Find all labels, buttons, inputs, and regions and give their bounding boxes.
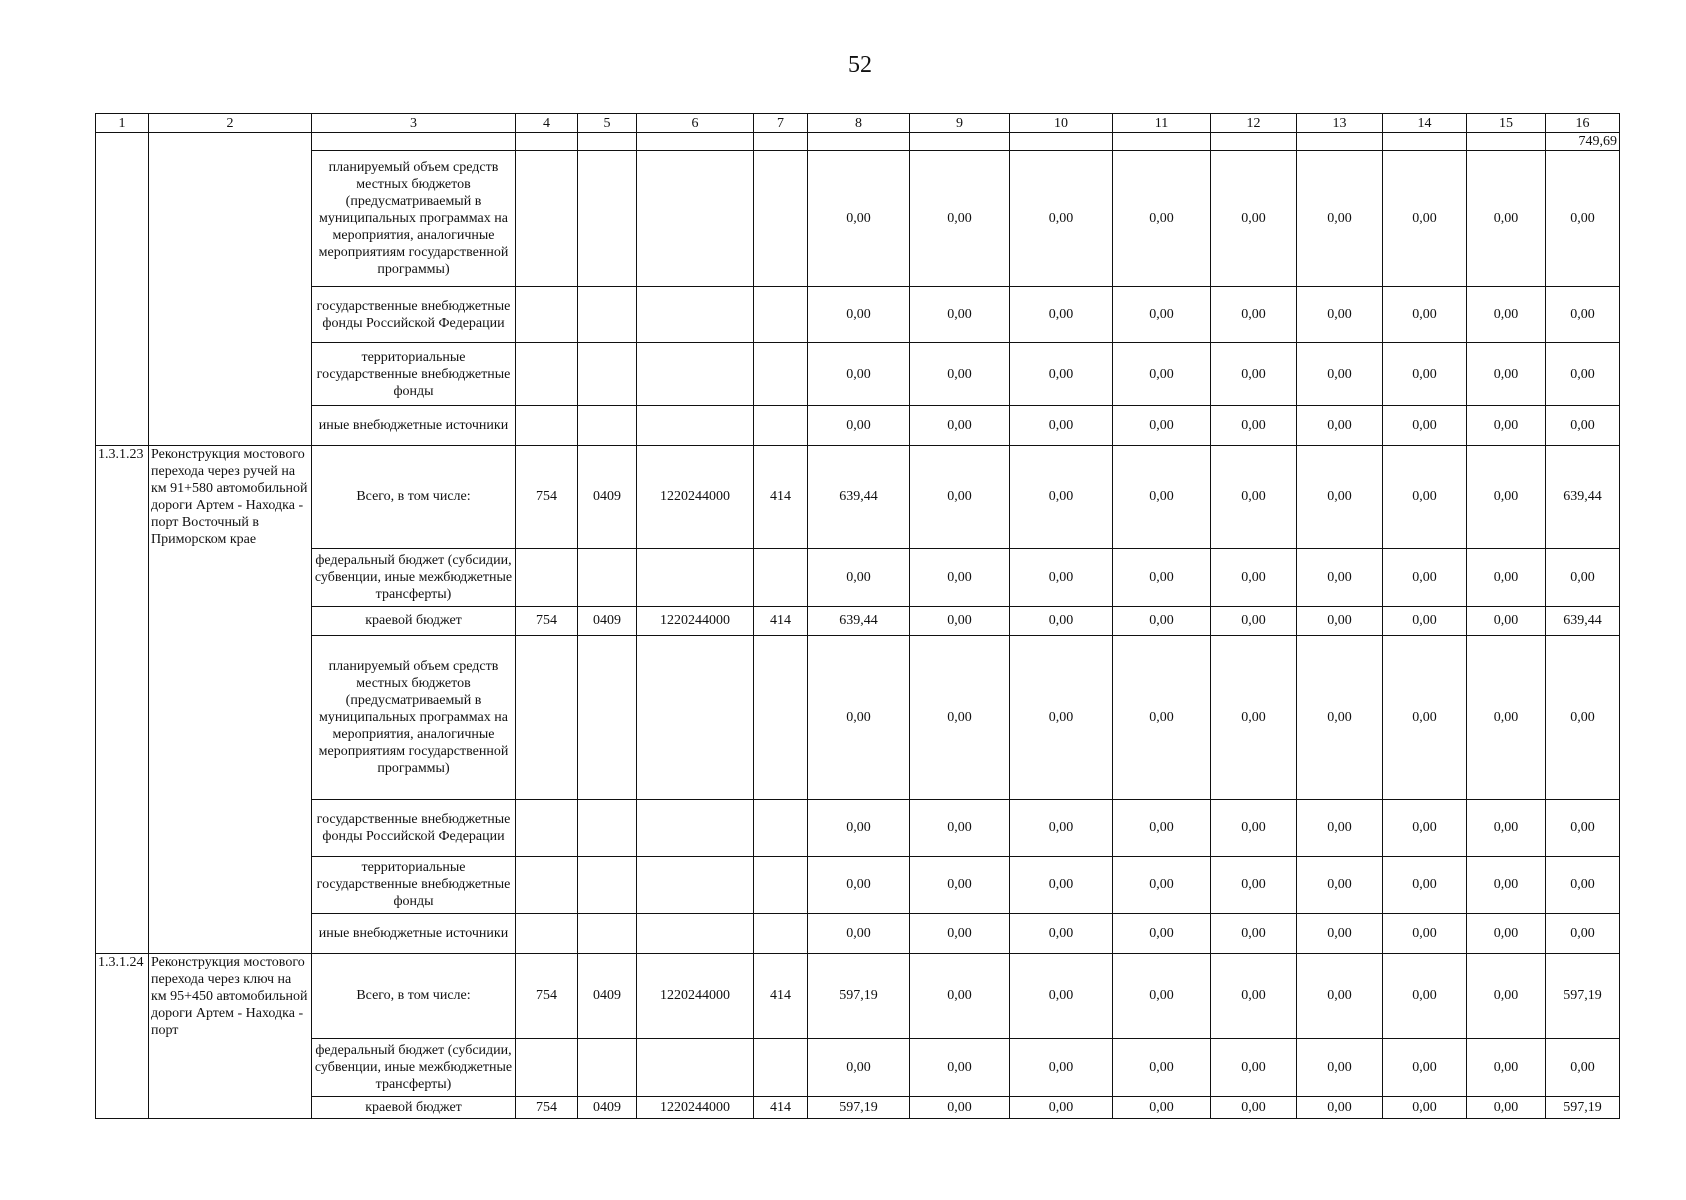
budget-code-cell: 1220244000	[637, 1097, 754, 1119]
column-header: 11	[1113, 114, 1211, 133]
column-header: 9	[910, 114, 1010, 133]
budget-code-cell: 754	[516, 1097, 578, 1119]
item-name-cell	[149, 856, 312, 913]
funding-source: федеральный бюджет (субсидии, субвенции, иные межбюджетные трансферты)	[312, 1039, 516, 1097]
amount-cell: 0,00	[1383, 287, 1467, 343]
amount-cell: 0,00	[1546, 635, 1620, 799]
budget-code-cell: 414	[754, 1097, 808, 1119]
table-row	[96, 406, 1620, 446]
amount-cell: 0,00	[1467, 856, 1546, 913]
column-header: 12	[1211, 114, 1297, 133]
amount-cell: 0,00	[1211, 913, 1297, 953]
budget-code-cell	[637, 548, 754, 606]
column-header: 1	[96, 114, 149, 133]
budget-code-cell: 0409	[578, 606, 637, 635]
amount-cell: 0,00	[1297, 913, 1383, 953]
amount-cell: 0,00	[1546, 151, 1620, 287]
amount-cell: 0,00	[910, 287, 1010, 343]
funding-source: планируемый объем средств местных бюджетов (предусматриваемый в муниципальных программах на мероприятия, аналогичные мероприятиям государственной программы)	[312, 151, 516, 287]
amount-cell: 639,44	[1546, 606, 1620, 635]
amount-cell: 0,00	[1467, 799, 1546, 856]
amount-cell: 0,00	[910, 406, 1010, 446]
amount-cell: 0,00	[1113, 1097, 1211, 1119]
amount-cell: 0,00	[910, 343, 1010, 406]
amount-cell: 0,00	[1297, 151, 1383, 287]
budget-code-cell	[754, 548, 808, 606]
budget-code-cell: 1220244000	[637, 446, 754, 549]
amount-cell: 0,00	[1297, 1039, 1383, 1097]
amount-cell: 0,00	[1211, 799, 1297, 856]
amount-cell: 639,44	[1546, 446, 1620, 549]
column-header: 2	[149, 114, 312, 133]
amount-cell: 0,00	[1211, 287, 1297, 343]
amount-cell: 0,00	[1546, 548, 1620, 606]
budget-code-cell	[637, 856, 754, 913]
amount-cell: 0,00	[1383, 953, 1467, 1039]
amount-cell: 0,00	[1297, 343, 1383, 406]
budget-code-cell	[754, 1039, 808, 1097]
amount-cell: 0,00	[1211, 635, 1297, 799]
amount-cell: 0,00	[1297, 856, 1383, 913]
amount-cell: 0,00	[1113, 856, 1211, 913]
budget-code-cell	[578, 913, 637, 953]
amount-cell: 0,00	[1383, 606, 1467, 635]
item-code-cell	[96, 1097, 149, 1119]
amount-cell: 0,00	[1467, 635, 1546, 799]
funding-source: иные внебюджетные источники	[312, 406, 516, 446]
table-row	[96, 856, 1620, 913]
table-body	[96, 114, 1620, 1119]
amount-cell: 0,00	[1546, 343, 1620, 406]
amount-cell: 0,00	[1211, 606, 1297, 635]
budget-code-cell	[637, 151, 754, 287]
amount-cell: 0,00	[808, 151, 910, 287]
item-code-cell	[96, 133, 149, 151]
table-row	[96, 1097, 1620, 1119]
amount-cell: 0,00	[910, 913, 1010, 953]
amount-cell: 0,00	[1010, 635, 1113, 799]
funding-source: Всего, в том числе:	[312, 953, 516, 1039]
budget-code-cell: 414	[754, 953, 808, 1039]
amount-cell: 0,00	[1297, 1097, 1383, 1119]
amount-cell: 0,00	[1383, 799, 1467, 856]
budget-code-cell: 414	[754, 446, 808, 549]
budget-code-cell	[578, 1039, 637, 1097]
budget-code-cell	[516, 635, 578, 799]
item-name-cell	[149, 406, 312, 446]
budget-code-cell	[754, 635, 808, 799]
budget-code-cell: 1220244000	[637, 953, 754, 1039]
amount-cell: 0,00	[1467, 606, 1546, 635]
budget-code-cell: 414	[754, 606, 808, 635]
carryover-value: 749,69	[1546, 133, 1620, 151]
budget-code-cell	[637, 287, 754, 343]
amount-cell: 0,00	[910, 548, 1010, 606]
column-header: 6	[637, 114, 754, 133]
amount-cell: 0,00	[1383, 548, 1467, 606]
amount-cell: 0,00	[1383, 343, 1467, 406]
budget-code-cell	[637, 799, 754, 856]
item-code-cell	[96, 913, 149, 953]
column-header: 4	[516, 114, 578, 133]
amount-cell: 0,00	[1383, 446, 1467, 549]
item-name-cell	[149, 1039, 312, 1097]
item-name-cell: Реконструкция мостового перехода через ключ на км 95+450 автомобильной дороги Артем - Находка - порт	[149, 953, 312, 1039]
item-name-cell	[149, 635, 312, 799]
amount-cell: 0,00	[1383, 406, 1467, 446]
budget-code-cell	[754, 856, 808, 913]
funding-source: планируемый объем средств местных бюджетов (предусматриваемый в муниципальных программах на мероприятия, аналогичные мероприятиям государственной программы)	[312, 635, 516, 799]
amount-cell: 0,00	[1113, 953, 1211, 1039]
amount-cell: 0,00	[1113, 406, 1211, 446]
item-name-cell	[149, 133, 312, 151]
table-row	[96, 913, 1620, 953]
budget-code-cell: 0409	[578, 446, 637, 549]
item-code-cell	[96, 799, 149, 856]
table-row	[96, 606, 1620, 635]
amount-cell: 0,00	[1467, 151, 1546, 287]
budget-code-cell	[578, 151, 637, 287]
budget-code-cell	[578, 287, 637, 343]
budget-code-cell	[516, 913, 578, 953]
amount-cell: 0,00	[1113, 1039, 1211, 1097]
amount-cell: 0,00	[1211, 856, 1297, 913]
item-code-cell	[96, 1039, 149, 1097]
amount-cell: 0,00	[1467, 953, 1546, 1039]
item-code-cell	[96, 343, 149, 406]
amount-cell: 0,00	[910, 856, 1010, 913]
budget-code-cell: 754	[516, 606, 578, 635]
amount-cell: 0,00	[1467, 406, 1546, 446]
item-name-cell	[149, 606, 312, 635]
budget-code-cell	[637, 635, 754, 799]
table-row	[96, 151, 1620, 287]
amount-cell: 0,00	[808, 856, 910, 913]
amount-cell: 0,00	[1010, 606, 1113, 635]
budget-code-cell: 754	[516, 446, 578, 549]
table-row	[96, 1039, 1620, 1097]
amount-cell: 0,00	[1546, 799, 1620, 856]
budget-code-cell	[754, 799, 808, 856]
amount-cell: 0,00	[1467, 287, 1546, 343]
column-header: 13	[1297, 114, 1383, 133]
funding-source: краевой бюджет	[312, 606, 516, 635]
budget-code-cell	[754, 913, 808, 953]
amount-cell: 0,00	[1211, 151, 1297, 287]
budget-code-cell	[637, 343, 754, 406]
table-row	[96, 953, 1620, 1039]
item-code-cell	[96, 856, 149, 913]
budget-code-cell	[754, 151, 808, 287]
amount-cell: 0,00	[910, 446, 1010, 549]
budget-code-cell: 0409	[578, 953, 637, 1039]
amount-cell: 0,00	[1297, 287, 1383, 343]
item-name-cell	[149, 548, 312, 606]
budget-table	[95, 113, 1620, 1119]
amount-cell: 0,00	[1010, 151, 1113, 287]
funding-source: территориальные государственные внебюджетные фонды	[312, 343, 516, 406]
table-row	[96, 287, 1620, 343]
amount-cell: 0,00	[910, 1039, 1010, 1097]
amount-cell: 0,00	[910, 1097, 1010, 1119]
amount-cell: 0,00	[1010, 406, 1113, 446]
amount-cell: 0,00	[1211, 1097, 1297, 1119]
funding-source: государственные внебюджетные фонды Российской Федерации	[312, 799, 516, 856]
table-row	[96, 446, 1620, 549]
funding-source: иные внебюджетные источники	[312, 913, 516, 953]
amount-cell: 0,00	[1113, 343, 1211, 406]
budget-code-cell	[754, 287, 808, 343]
item-name-cell: Реконструкция мостового перехода через ручей на км 91+580 автомобильной дороги Артем - Находка - порт Восточный в Приморском крае	[149, 446, 312, 549]
budget-code-cell: 1220244000	[637, 606, 754, 635]
amount-cell: 0,00	[1546, 913, 1620, 953]
item-code-cell: 1.3.1.23	[96, 446, 149, 549]
amount-cell: 0,00	[1113, 635, 1211, 799]
budget-code-cell	[516, 856, 578, 913]
budget-code-cell	[516, 406, 578, 446]
amount-cell: 0,00	[1467, 913, 1546, 953]
amount-cell: 0,00	[1467, 1039, 1546, 1097]
amount-cell: 0,00	[1113, 606, 1211, 635]
table-row	[96, 635, 1620, 799]
amount-cell: 0,00	[1546, 1039, 1620, 1097]
budget-code-cell	[516, 287, 578, 343]
budget-code-cell	[578, 406, 637, 446]
item-code-cell	[96, 151, 149, 287]
amount-cell: 0,00	[1010, 953, 1113, 1039]
amount-cell: 0,00	[1010, 913, 1113, 953]
budget-code-cell	[754, 343, 808, 406]
header-row	[96, 114, 1620, 133]
budget-code-cell	[578, 343, 637, 406]
amount-cell: 0,00	[1211, 446, 1297, 549]
amount-cell: 0,00	[1297, 446, 1383, 549]
item-name-cell	[149, 1097, 312, 1119]
budget-code-cell	[637, 1039, 754, 1097]
amount-cell: 0,00	[1113, 446, 1211, 549]
column-header: 14	[1383, 114, 1467, 133]
amount-cell: 0,00	[1113, 287, 1211, 343]
item-code-cell	[96, 548, 149, 606]
amount-cell: 0,00	[1211, 548, 1297, 606]
amount-cell: 0,00	[1010, 799, 1113, 856]
amount-cell: 0,00	[1383, 1097, 1467, 1119]
amount-cell: 0,00	[1113, 913, 1211, 953]
table-row	[96, 343, 1620, 406]
amount-cell: 0,00	[1010, 287, 1113, 343]
amount-cell: 0,00	[808, 548, 910, 606]
amount-cell: 0,00	[1010, 548, 1113, 606]
budget-code-cell	[516, 343, 578, 406]
amount-cell: 0,00	[1467, 446, 1546, 549]
amount-cell: 0,00	[1113, 548, 1211, 606]
funding-source: государственные внебюджетные фонды Российской Федерации	[312, 287, 516, 343]
amount-cell: 0,00	[1113, 799, 1211, 856]
table-row	[96, 799, 1620, 856]
amount-cell: 0,00	[1211, 406, 1297, 446]
amount-cell: 597,19	[1546, 953, 1620, 1039]
funding-source: Всего, в том числе:	[312, 446, 516, 549]
budget-code-cell	[578, 856, 637, 913]
amount-cell: 0,00	[1010, 1097, 1113, 1119]
amount-cell: 0,00	[1297, 799, 1383, 856]
budget-code-cell	[578, 799, 637, 856]
column-header: 5	[578, 114, 637, 133]
amount-cell: 0,00	[1467, 548, 1546, 606]
amount-cell: 0,00	[1297, 406, 1383, 446]
amount-cell: 0,00	[1467, 1097, 1546, 1119]
amount-cell: 597,19	[808, 1097, 910, 1119]
amount-cell: 0,00	[1211, 1039, 1297, 1097]
budget-code-cell	[578, 635, 637, 799]
amount-cell: 0,00	[1010, 446, 1113, 549]
budget-code-cell: 754	[516, 953, 578, 1039]
budget-code-cell	[637, 913, 754, 953]
amount-cell: 0,00	[1383, 151, 1467, 287]
table-row	[96, 548, 1620, 606]
budget-code-cell	[637, 406, 754, 446]
column-header: 8	[808, 114, 910, 133]
amount-cell: 639,44	[808, 606, 910, 635]
amount-cell: 0,00	[808, 406, 910, 446]
budget-code-cell	[754, 406, 808, 446]
budget-code-cell	[578, 548, 637, 606]
funding-source: краевой бюджет	[312, 1097, 516, 1119]
amount-cell: 0,00	[1383, 1039, 1467, 1097]
amount-cell: 0,00	[1467, 343, 1546, 406]
amount-cell: 597,19	[808, 953, 910, 1039]
amount-cell: 0,00	[808, 913, 910, 953]
amount-cell: 0,00	[808, 343, 910, 406]
column-header: 15	[1467, 114, 1546, 133]
column-header: 7	[754, 114, 808, 133]
budget-code-cell	[516, 548, 578, 606]
budget-code-cell	[516, 799, 578, 856]
column-header: 16	[1546, 114, 1620, 133]
item-name-cell	[149, 287, 312, 343]
item-name-cell	[149, 799, 312, 856]
item-code-cell	[96, 635, 149, 799]
carryover-row	[96, 133, 1620, 151]
amount-cell: 0,00	[1010, 343, 1113, 406]
amount-cell: 0,00	[1383, 635, 1467, 799]
item-code-cell	[96, 287, 149, 343]
amount-cell: 0,00	[1546, 856, 1620, 913]
amount-cell: 0,00	[1010, 856, 1113, 913]
amount-cell: 0,00	[1546, 287, 1620, 343]
amount-cell: 0,00	[808, 287, 910, 343]
amount-cell: 0,00	[1383, 856, 1467, 913]
amount-cell: 0,00	[910, 151, 1010, 287]
amount-cell: 0,00	[1297, 635, 1383, 799]
amount-cell: 0,00	[910, 606, 1010, 635]
amount-cell: 0,00	[1546, 406, 1620, 446]
amount-cell: 0,00	[1211, 953, 1297, 1039]
column-header: 3	[312, 114, 516, 133]
amount-cell: 0,00	[910, 635, 1010, 799]
amount-cell: 0,00	[1113, 151, 1211, 287]
amount-cell: 0,00	[1010, 1039, 1113, 1097]
item-code-cell	[96, 406, 149, 446]
item-name-cell	[149, 343, 312, 406]
amount-cell: 0,00	[808, 635, 910, 799]
amount-cell: 0,00	[1211, 343, 1297, 406]
item-code-cell	[96, 606, 149, 635]
item-name-cell	[149, 151, 312, 287]
amount-cell: 0,00	[1383, 913, 1467, 953]
amount-cell: 0,00	[910, 953, 1010, 1039]
amount-cell: 0,00	[808, 1039, 910, 1097]
budget-code-cell: 0409	[578, 1097, 637, 1119]
amount-cell: 0,00	[1297, 953, 1383, 1039]
amount-cell: 639,44	[808, 446, 910, 549]
amount-cell: 0,00	[808, 799, 910, 856]
funding-source: федеральный бюджет (субсидии, субвенции, иные межбюджетные трансферты)	[312, 548, 516, 606]
amount-cell: 0,00	[910, 799, 1010, 856]
page-number: 52	[848, 52, 872, 78]
budget-code-cell	[516, 1039, 578, 1097]
amount-cell: 597,19	[1546, 1097, 1620, 1119]
column-header: 10	[1010, 114, 1113, 133]
funding-source: территориальные государственные внебюджетные фонды	[312, 856, 516, 913]
item-name-cell	[149, 913, 312, 953]
budget-code-cell	[516, 151, 578, 287]
item-code-cell: 1.3.1.24	[96, 953, 149, 1039]
amount-cell: 0,00	[1297, 606, 1383, 635]
amount-cell: 0,00	[1297, 548, 1383, 606]
